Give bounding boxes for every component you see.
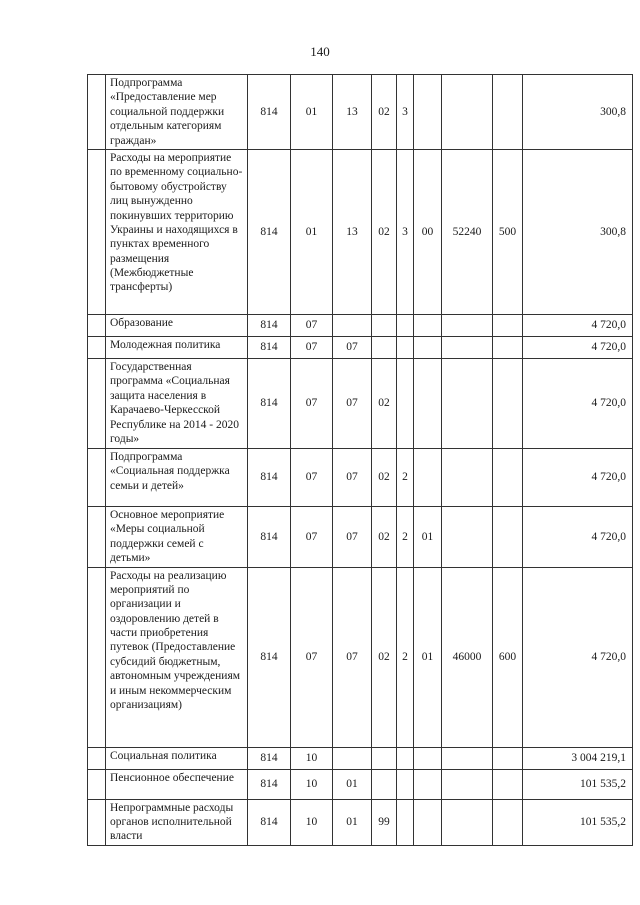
row-expense-code: 52240 <box>442 150 493 315</box>
row-subprogram <box>397 799 414 845</box>
table-row <box>88 150 633 315</box>
row-name: Непрограммные расходы органов исполнительной власти <box>106 799 248 845</box>
row-sum: 300,8 <box>523 150 633 315</box>
row-section: 07 <box>291 507 333 568</box>
row-sum: 300,8 <box>523 75 633 150</box>
row-number-cell <box>88 769 106 799</box>
row-subsection: 07 <box>333 567 372 747</box>
row-number-cell <box>88 449 106 507</box>
row-sum: 4 720,0 <box>523 337 633 359</box>
row-section: 01 <box>291 75 333 150</box>
row-program: 02 <box>372 449 397 507</box>
table-body <box>88 75 633 846</box>
row-subprogram: 3 <box>397 150 414 315</box>
row-direction: 01 <box>414 567 442 747</box>
row-number-cell <box>88 315 106 337</box>
row-sum: 4 720,0 <box>523 449 633 507</box>
row-name: Социальная политика <box>106 747 248 769</box>
row-expense-code <box>442 315 493 337</box>
row-name: Молодежная политика <box>106 337 248 359</box>
row-subprogram <box>397 359 414 449</box>
row-subprogram: 2 <box>397 567 414 747</box>
row-name: Подпрограмма «Социальная поддержка семьи и детей» <box>106 449 248 507</box>
row-direction <box>414 747 442 769</box>
row-section: 01 <box>291 150 333 315</box>
row-sum: 4 720,0 <box>523 567 633 747</box>
row-name: Основное мероприятие «Меры социальной поддержки семей с детьми» <box>106 507 248 568</box>
row-direction <box>414 799 442 845</box>
row-subsection: 07 <box>333 359 372 449</box>
row-expense-type <box>493 769 523 799</box>
row-direction <box>414 769 442 799</box>
row-sum: 4 720,0 <box>523 315 633 337</box>
row-expense-type <box>493 359 523 449</box>
row-subprogram <box>397 769 414 799</box>
table-row <box>88 747 633 769</box>
row-program: 02 <box>372 359 397 449</box>
row-program: 02 <box>372 150 397 315</box>
row-number-cell <box>88 747 106 769</box>
row-subsection: 13 <box>333 75 372 150</box>
row-direction <box>414 75 442 150</box>
row-subprogram: 2 <box>397 449 414 507</box>
budget-table <box>87 74 633 846</box>
row-subprogram: 3 <box>397 75 414 150</box>
row-expense-code <box>442 75 493 150</box>
row-number-cell <box>88 359 106 449</box>
row-number-cell <box>88 75 106 150</box>
row-section: 07 <box>291 449 333 507</box>
row-ved: 814 <box>248 337 291 359</box>
row-section: 10 <box>291 769 333 799</box>
table-row <box>88 567 633 747</box>
row-direction <box>414 337 442 359</box>
row-section: 07 <box>291 337 333 359</box>
row-ved: 814 <box>248 799 291 845</box>
row-number-cell <box>88 507 106 568</box>
row-ved: 814 <box>248 315 291 337</box>
table-row <box>88 315 633 337</box>
row-number-cell <box>88 567 106 747</box>
row-expense-type: 600 <box>493 567 523 747</box>
row-expense-code <box>442 799 493 845</box>
row-sum: 101 535,2 <box>523 769 633 799</box>
row-ved: 814 <box>248 359 291 449</box>
row-ved: 814 <box>248 449 291 507</box>
row-ved: 814 <box>248 507 291 568</box>
row-number-cell <box>88 799 106 845</box>
row-subsection: 07 <box>333 337 372 359</box>
row-subsection: 01 <box>333 799 372 845</box>
row-program <box>372 315 397 337</box>
table-row <box>88 75 633 150</box>
row-expense-code <box>442 359 493 449</box>
row-expense-type <box>493 315 523 337</box>
row-direction <box>414 359 442 449</box>
row-expense-code <box>442 507 493 568</box>
row-direction <box>414 449 442 507</box>
row-sum: 3 004 219,1 <box>523 747 633 769</box>
row-ved: 814 <box>248 567 291 747</box>
row-expense-type <box>493 507 523 568</box>
row-subsection: 07 <box>333 507 372 568</box>
row-section: 10 <box>291 799 333 845</box>
table-row <box>88 359 633 449</box>
row-subsection <box>333 747 372 769</box>
row-name: Расходы на мероприятие по временному социально-бытовому обустройству лиц вынужденно покинувших территорию Украины и находящихся в пунктах временного размещения (Межбюджетные трансферты) <box>106 150 248 315</box>
row-name: Государственная программа «Социальная защита населения в Карачаево-Черкесской Республике на 2014 - 2020 годы» <box>106 359 248 449</box>
row-subsection: 13 <box>333 150 372 315</box>
row-section: 07 <box>291 315 333 337</box>
table-row <box>88 507 633 568</box>
row-ved: 814 <box>248 75 291 150</box>
row-expense-code <box>442 449 493 507</box>
row-expense-code: 46000 <box>442 567 493 747</box>
row-expense-type: 500 <box>493 150 523 315</box>
row-number-cell <box>88 337 106 359</box>
row-program <box>372 769 397 799</box>
row-section: 07 <box>291 567 333 747</box>
row-expense-code <box>442 337 493 359</box>
row-ved: 814 <box>248 747 291 769</box>
row-expense-type <box>493 449 523 507</box>
row-expense-type <box>493 75 523 150</box>
row-subprogram <box>397 747 414 769</box>
row-sum: 101 535,2 <box>523 799 633 845</box>
row-section: 07 <box>291 359 333 449</box>
row-subprogram: 2 <box>397 507 414 568</box>
row-expense-code <box>442 769 493 799</box>
row-subprogram <box>397 337 414 359</box>
table-row <box>88 449 633 507</box>
row-sum: 4 720,0 <box>523 359 633 449</box>
table-row <box>88 337 633 359</box>
row-program: 02 <box>372 75 397 150</box>
row-expense-type <box>493 747 523 769</box>
row-name: Образование <box>106 315 248 337</box>
row-expense-type <box>493 799 523 845</box>
row-subsection: 01 <box>333 769 372 799</box>
row-subprogram <box>397 315 414 337</box>
row-program: 02 <box>372 567 397 747</box>
row-name: Подпрограмма «Предоставление мер социальной поддержки отдельным категориям граждан» <box>106 75 248 150</box>
row-expense-code <box>442 747 493 769</box>
row-subsection: 07 <box>333 449 372 507</box>
row-subsection <box>333 315 372 337</box>
row-program: 02 <box>372 507 397 568</box>
row-direction: 01 <box>414 507 442 568</box>
row-section: 10 <box>291 747 333 769</box>
row-name: Расходы на реализацию мероприятий по организации и оздоровлению детей в части приобретения путевок (Предоставление субсидий бюджетным, автономным учреждениям и иным некоммерческим организациям) <box>106 567 248 747</box>
table-row <box>88 769 633 799</box>
row-program <box>372 747 397 769</box>
row-program: 99 <box>372 799 397 845</box>
row-direction: 00 <box>414 150 442 315</box>
row-direction <box>414 315 442 337</box>
row-ved: 814 <box>248 150 291 315</box>
page-number: 140 <box>310 44 330 59</box>
row-ved: 814 <box>248 769 291 799</box>
row-sum: 4 720,0 <box>523 507 633 568</box>
row-number-cell <box>88 150 106 315</box>
row-expense-type <box>493 337 523 359</box>
row-program <box>372 337 397 359</box>
table-row <box>88 799 633 845</box>
row-name: Пенсионное обеспечение <box>106 769 248 799</box>
